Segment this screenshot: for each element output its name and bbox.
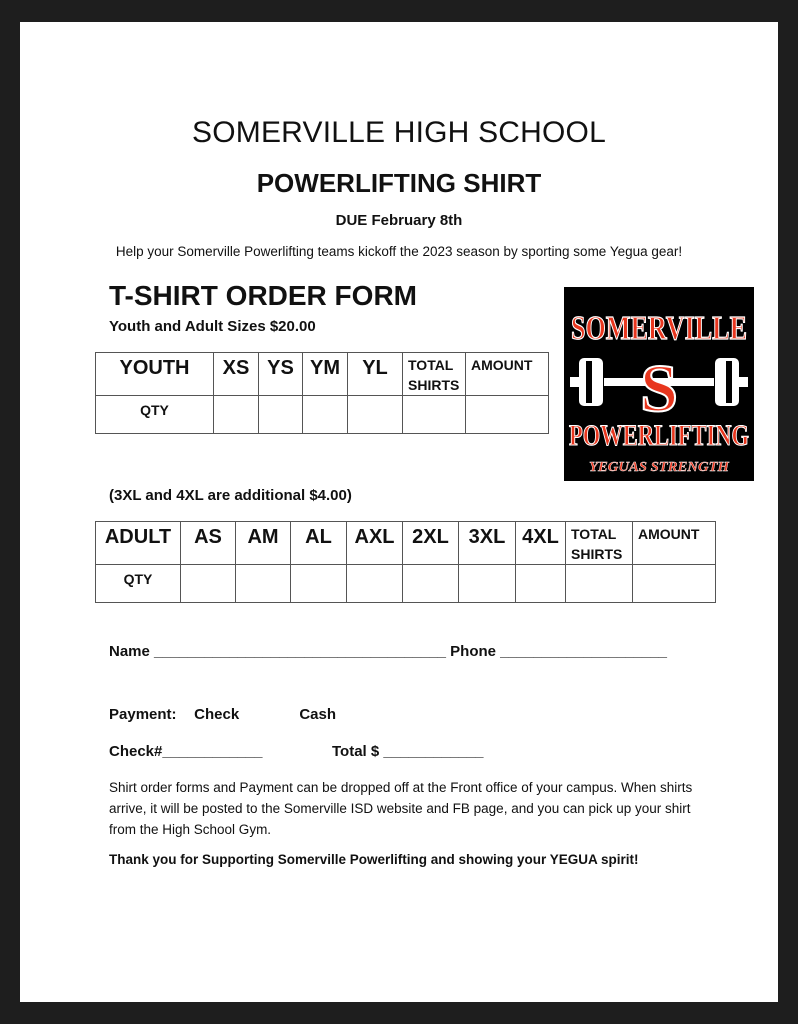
adult-qty-4xl-cell[interactable] bbox=[516, 565, 566, 603]
total-amount-line[interactable]: Total $ ____________ bbox=[332, 743, 484, 760]
adult-qty-axl-cell[interactable] bbox=[347, 565, 403, 603]
adult-total-shirts-header: TOTAL SHIRTS bbox=[566, 522, 633, 565]
youth-amount-cell[interactable] bbox=[466, 396, 549, 434]
due-date: DUE February 8th bbox=[335, 212, 463, 229]
logo-top-text: SOMERVILLE bbox=[571, 310, 747, 347]
youth-amount-header: AMOUNT bbox=[466, 353, 549, 396]
adult-total-cell[interactable] bbox=[566, 565, 633, 603]
payment-check-option[interactable]: Check bbox=[194, 706, 240, 723]
youth-qty-ym-cell[interactable] bbox=[303, 396, 348, 434]
adult-label: ADULT bbox=[96, 522, 181, 565]
adult-qty-2xl-cell[interactable] bbox=[403, 565, 459, 603]
adult-size-2xl: 2XL bbox=[403, 522, 459, 565]
youth-size-table bbox=[95, 352, 549, 434]
adult-size-4xl: 4XL bbox=[516, 522, 566, 565]
adult-qty-3xl-cell[interactable] bbox=[459, 565, 516, 603]
youth-total-cell[interactable] bbox=[403, 396, 466, 434]
adult-amount-cell[interactable] bbox=[633, 565, 716, 603]
youth-size-yl: YL bbox=[348, 353, 403, 396]
adult-size-as: AS bbox=[181, 522, 236, 565]
payment-label: Payment: bbox=[109, 706, 177, 723]
payment-row bbox=[109, 706, 336, 723]
youth-qty-label: QTY bbox=[96, 396, 214, 434]
youth-total-shirts-header: TOTAL SHIRTS bbox=[403, 353, 466, 396]
payment-cash-option[interactable]: Cash bbox=[299, 706, 337, 723]
name-phone-line[interactable]: Name ___________________________________ Phone ____________________ bbox=[109, 643, 668, 660]
youth-size-xs: XS bbox=[214, 353, 259, 396]
adult-qty-am-cell[interactable] bbox=[236, 565, 291, 603]
dropoff-instructions: Shirt order forms and Payment can be dropped off at the Front office of your campus. When shirts arrive, it will be posted to the Somerville ISD website and FB page, and you can pick up your shirt from the High School Gym. bbox=[109, 780, 693, 837]
thank-you-note: Thank you for Supporting Somerville Powerlifting and showing your YEGUA spirit! bbox=[109, 852, 639, 867]
youth-qty-ys-cell[interactable] bbox=[259, 396, 303, 434]
adult-size-am: AM bbox=[236, 522, 291, 565]
adult-size-al: AL bbox=[291, 522, 347, 565]
check-number-line[interactable]: Check#____________ bbox=[109, 743, 263, 760]
adult-qty-al-cell[interactable] bbox=[291, 565, 347, 603]
logo-letter: S bbox=[640, 350, 678, 426]
logo-tagline: YEGUAS STRENGTH bbox=[589, 460, 731, 475]
school-name: SOMERVILLE HIGH SCHOOL bbox=[192, 116, 606, 149]
logo-bottom-text: POWERLIFTING bbox=[569, 419, 749, 452]
additional-size-note: (3XL and 4XL are additional $4.00) bbox=[109, 487, 352, 504]
adult-amount-header: AMOUNT bbox=[633, 522, 716, 565]
adult-size-table bbox=[95, 521, 716, 603]
adult-qty-as-cell[interactable] bbox=[181, 565, 236, 603]
form-title: T-SHIRT ORDER FORM bbox=[109, 280, 417, 311]
youth-label: YOUTH bbox=[96, 353, 214, 396]
youth-size-ys: YS bbox=[259, 353, 303, 396]
logo-graphic bbox=[564, 287, 754, 481]
youth-qty-xs-cell[interactable] bbox=[214, 396, 259, 434]
intro-text: Help your Somerville Powerlifting teams kickoff the 2023 season by sporting some Yegua gear! bbox=[115, 244, 683, 259]
adult-size-axl: AXL bbox=[347, 522, 403, 565]
youth-size-ym: YM bbox=[303, 353, 348, 396]
youth-qty-yl-cell[interactable] bbox=[348, 396, 403, 434]
sizes-price-note: Youth and Adult Sizes $20.00 bbox=[109, 318, 316, 335]
order-form-page bbox=[20, 22, 778, 1002]
adult-size-3xl: 3XL bbox=[459, 522, 516, 565]
shirt-title: POWERLIFTING SHIRT bbox=[256, 168, 542, 198]
adult-qty-label: QTY bbox=[96, 565, 181, 603]
somerville-powerlifting-logo bbox=[564, 287, 754, 481]
